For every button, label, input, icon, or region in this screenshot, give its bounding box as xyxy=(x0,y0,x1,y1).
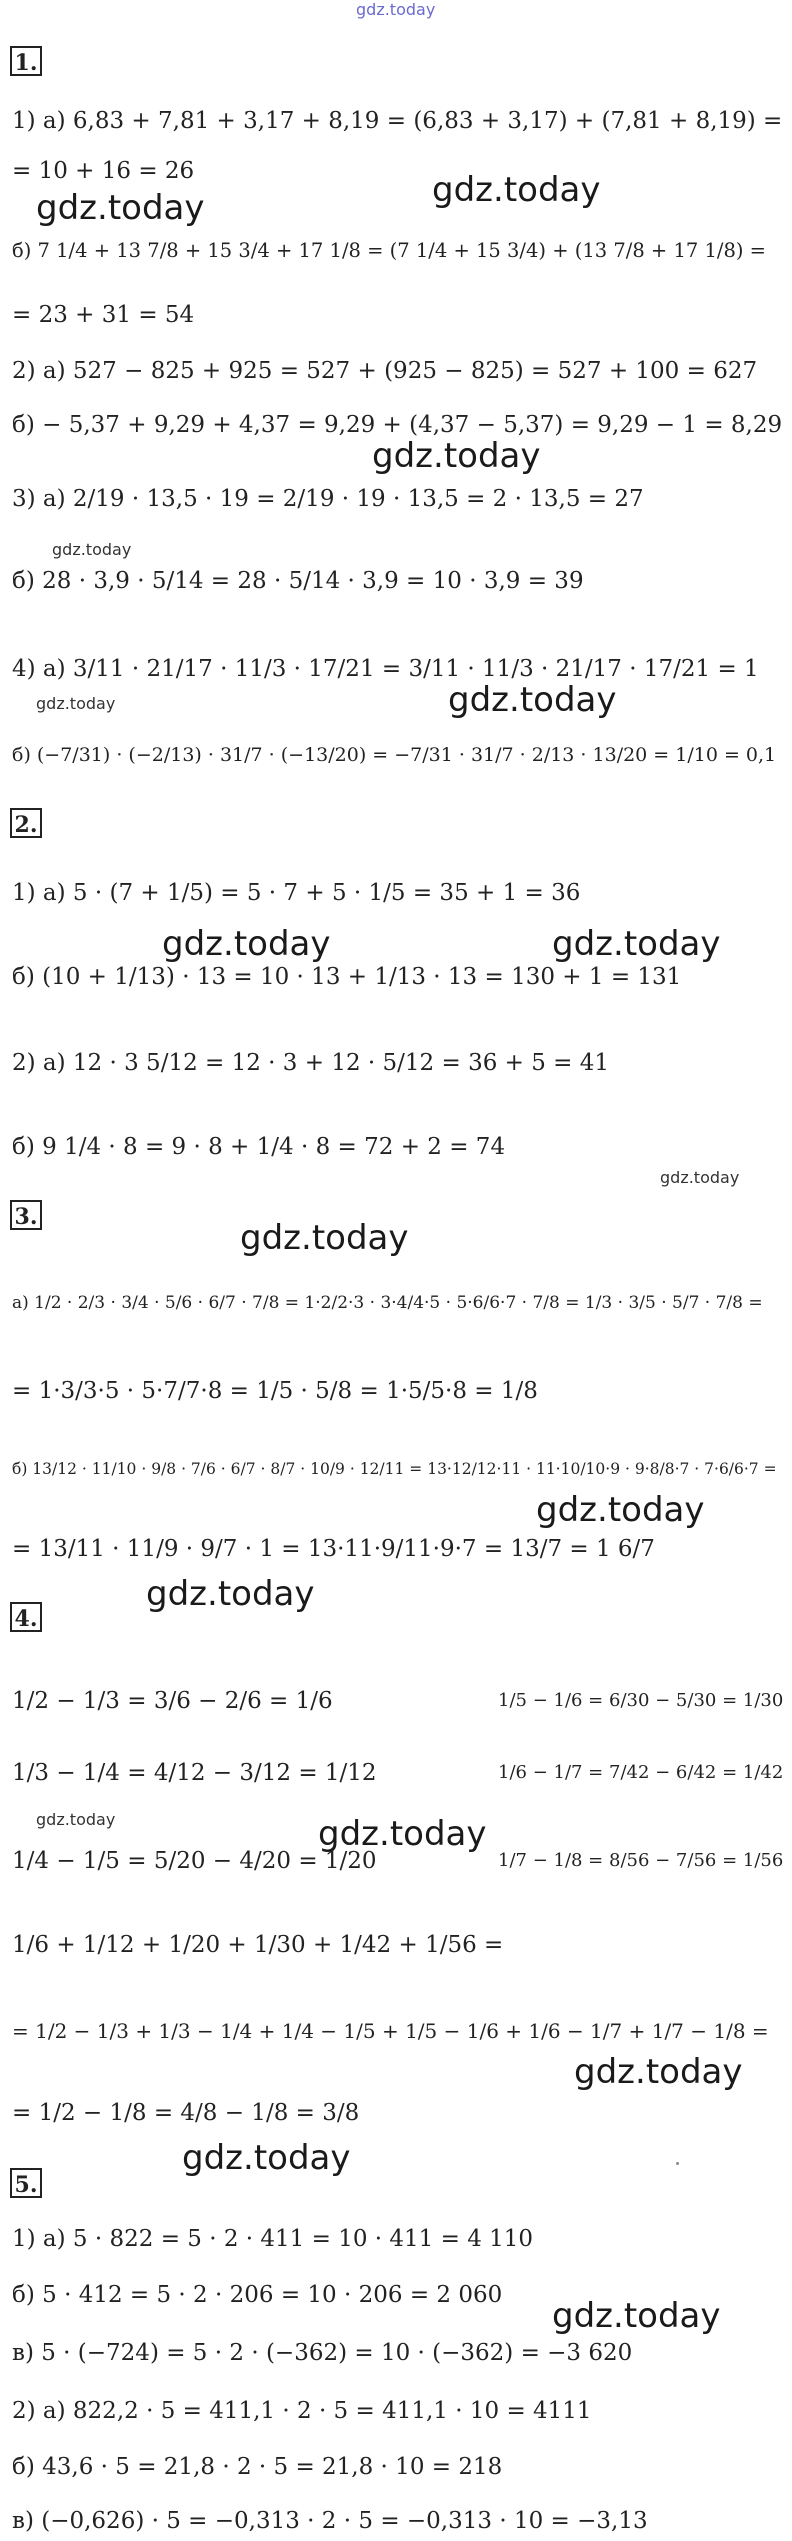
task5-2b-line: б) 43,6 · 5 = 21,8 · 2 · 5 = 21,8 · 10 = 218 xyxy=(12,2454,503,2480)
task5-1b-line: б) 5 · 412 = 5 · 2 · 206 = 10 · 206 = 2 060 xyxy=(12,2282,503,2308)
task5-2a-line: 2) а) 822,2 · 5 = 411,1 · 2 · 5 = 411,1 · 10 = 4111 xyxy=(12,2398,592,2424)
watermark-small: gdz.today xyxy=(36,694,116,713)
header-watermark: gdz.today xyxy=(356,0,436,19)
watermark: gdz.today xyxy=(240,1218,409,1258)
task1-2a-line: 2) а) 527 − 825 + 925 = 527 + (925 − 825) = 527 + 100 = 627 xyxy=(12,358,758,384)
watermark: gdz.today xyxy=(448,680,617,720)
task1-3a-line: 3) а) 2/19 · 13,5 · 19 = 2/19 · 19 · 13,5 = 2 · 13,5 = 27 xyxy=(12,486,644,512)
task2-1a-line: 1) а) 5 · (7 + 1/5) = 5 · 7 + 5 · 1/5 = 35 + 1 = 36 xyxy=(12,880,581,906)
task1-3b-line: б) 28 · 3,9 · 5/14 = 28 · 5/14 · 3,9 = 10 · 3,9 = 39 xyxy=(12,568,584,594)
task4-right-1: 1/5 − 1/6 = 6/30 − 5/30 = 1/30 xyxy=(498,1690,784,1711)
stray-dot xyxy=(676,2162,679,2165)
watermark: gdz.today xyxy=(318,1814,487,1854)
watermark: gdz.today xyxy=(432,170,601,210)
task1-4b-line: б) (−7/31) · (−2/13) · 31/7 · (−13/20) = −7/31 · 31/7 · 2/13 · 13/20 = 1/10 = 0,1 xyxy=(12,744,777,766)
task3-a-result: = 1·3/3·5 · 5·7/7·8 = 1/5 · 5/8 = 1·5/5·8 = 1/8 xyxy=(12,1378,538,1404)
watermark: gdz.today xyxy=(372,436,541,476)
task1-4a-line: 4) а) 3/11 · 21/17 · 11/3 · 17/21 = 3/11 · 11/3 · 21/17 · 17/21 = 1 xyxy=(12,656,759,682)
section-2-number: 2. xyxy=(10,808,42,838)
task1-1b-result: = 23 + 31 = 54 xyxy=(12,302,195,328)
task2-1b-line: б) (10 + 1/13) · 13 = 10 · 13 + 1/13 · 13 = 130 + 1 = 131 xyxy=(12,964,682,990)
task4-result-line: = 1/2 − 1/8 = 4/8 − 1/8 = 3/8 xyxy=(12,2100,360,2126)
task1-1a-result: = 10 + 16 = 26 xyxy=(12,158,195,184)
watermark-small: gdz.today xyxy=(36,1810,116,1829)
task4-telescoping-line: = 1/2 − 1/3 + 1/3 − 1/4 + 1/4 − 1/5 + 1/5 − 1/6 + 1/6 − 1/7 + 1/7 − 1/8 = xyxy=(12,2019,769,2043)
task3-b-result: = 13/11 · 11/9 · 9/7 · 1 = 13·11·9/11·9·7 = 13/7 = 1 6/7 xyxy=(12,1536,655,1562)
task3-a-line: а) 1/2 · 2/3 · 3/4 · 5/6 · 6/7 · 7/8 = 1·2/2·3 · 3·4/4·5 · 5·6/6·7 · 7/8 = 1/3 · 3/5 · 5/7 · 7/8 = xyxy=(12,1293,763,1313)
task5-1c-line: в) 5 · (−724) = 5 · 2 · (−362) = 10 · (−362) = −3 620 xyxy=(12,2340,633,2366)
section-5-number: 5. xyxy=(10,2168,42,2198)
task4-right-2: 1/6 − 1/7 = 7/42 − 6/42 = 1/42 xyxy=(498,1762,784,1783)
task1-1a-line: 1) а) 6,83 + 7,81 + 3,17 + 8,19 = (6,83 + 3,17) + (7,81 + 8,19) = xyxy=(12,108,783,134)
task2-2a-line: 2) а) 12 · 3 5/12 = 12 · 3 + 12 · 5/12 = 36 + 5 = 41 xyxy=(12,1050,610,1076)
task1-2b-line: б) − 5,37 + 9,29 + 4,37 = 9,29 + (4,37 − 5,37) = 9,29 − 1 = 8,29 xyxy=(12,412,783,438)
task4-left-2: 1/3 − 1/4 = 4/12 − 3/12 = 1/12 xyxy=(12,1760,377,1786)
task2-2b-line: б) 9 1/4 · 8 = 9 · 8 + 1/4 · 8 = 72 + 2 = 74 xyxy=(12,1134,506,1160)
task4-right-3: 1/7 − 1/8 = 8/56 − 7/56 = 1/56 xyxy=(498,1850,784,1871)
task5-2c-line: в) (−0,626) · 5 = −0,313 · 2 · 5 = −0,313 · 10 = −3,13 xyxy=(12,2508,648,2534)
task4-sum-line: 1/6 + 1/12 + 1/20 + 1/30 + 1/42 + 1/56 = xyxy=(12,1932,504,1958)
watermark: gdz.today xyxy=(552,924,721,964)
watermark: gdz.today xyxy=(574,2052,743,2092)
watermark: gdz.today xyxy=(552,2296,721,2336)
watermark: gdz.today xyxy=(36,188,205,228)
task4-left-1: 1/2 − 1/3 = 3/6 − 2/6 = 1/6 xyxy=(12,1688,333,1714)
task3-b-line: б) 13/12 · 11/10 · 9/8 · 7/6 · 6/7 · 8/7 · 10/9 · 12/11 = 13·12/12·11 · 11·10/10·9 · 9·8/8·7 · 7·6/6·7 = xyxy=(12,1460,777,1478)
watermark-small: gdz.today xyxy=(660,1168,740,1187)
task1-1b-line: б) 7 1/4 + 13 7/8 + 15 3/4 + 17 1/8 = (7 1/4 + 15 3/4) + (13 7/8 + 17 1/8) = xyxy=(12,239,767,262)
watermark-small: gdz.today xyxy=(52,540,132,559)
task4-left-3: 1/4 − 1/5 = 5/20 − 4/20 = 1/20 xyxy=(12,1848,377,1874)
section-1-number: 1. xyxy=(10,46,42,76)
section-4-number: 4. xyxy=(10,1602,42,1632)
watermark: gdz.today xyxy=(146,1574,315,1614)
watermark: gdz.today xyxy=(182,2138,351,2178)
task5-1a-line: 1) а) 5 · 822 = 5 · 2 · 411 = 10 · 411 = 4 110 xyxy=(12,2226,534,2252)
watermark: gdz.today xyxy=(536,1490,705,1530)
section-3-number: 3. xyxy=(10,1200,42,1230)
watermark: gdz.today xyxy=(162,924,331,964)
